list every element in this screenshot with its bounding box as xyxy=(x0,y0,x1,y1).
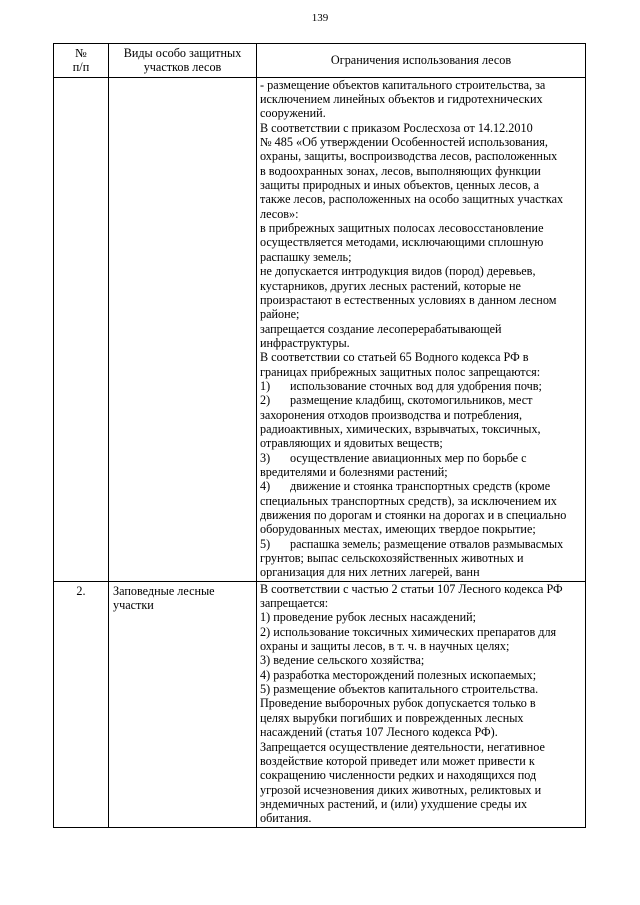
water-code-item-line xyxy=(260,479,582,493)
cell-restrictions-continuation xyxy=(257,77,586,581)
text-line: В соответствии с частью 2 статьи 107 Лесного кодекса РФ xyxy=(260,581,563,596)
water-code-item-line: грунтов; выпас сельскохозяйственных животных и xyxy=(260,551,524,566)
forest-area-type xyxy=(109,581,257,827)
header-type-line: Виды особо защитных xyxy=(123,46,242,60)
water-code-item xyxy=(260,479,582,536)
text-line: районе; xyxy=(260,307,300,322)
text-line: целях вырубки погибших и поврежденных лесных xyxy=(260,710,524,725)
cell-restrictions-row-2 xyxy=(257,581,586,827)
text-line: инфраструктуры. xyxy=(260,335,350,350)
text-line: обитания. xyxy=(260,811,312,826)
text-line: лесов»: xyxy=(260,206,299,221)
row-2-text xyxy=(260,582,582,826)
water-code-list xyxy=(260,379,582,580)
water-code-item-line: организация для них летних лагерей, ванн xyxy=(260,565,480,580)
header-num xyxy=(54,44,109,78)
text-line: 2) использование токсичных химических препаратов для xyxy=(260,624,557,639)
text-line: границах прибрежных защитных полос запрещаются: xyxy=(260,364,541,379)
header-restrictions: Ограничения использования лесов xyxy=(257,44,586,78)
item-text: движение и стоянка транспортных средств (кроме xyxy=(290,479,551,494)
text-line: распашку земель; xyxy=(260,249,352,264)
page-number: 139 xyxy=(311,12,329,24)
text-line: сооружений. xyxy=(260,106,326,121)
forest-area-type-line: Заповедные лесные xyxy=(113,583,215,598)
item-number: 1) xyxy=(260,378,271,393)
text-line: в прибрежных защитных полосах лесовосстановление xyxy=(260,221,544,236)
text-line: В соответствии с приказом Рослесхоза от 14.12.2010 xyxy=(260,120,533,135)
text-line: в водоохранных зонах, лесов, выполняющих функции xyxy=(260,163,541,178)
text-line: запрещается создание лесоперерабатывающей xyxy=(260,321,502,336)
water-code-item-line xyxy=(260,537,582,551)
water-code-item xyxy=(260,537,582,580)
water-code-item-line xyxy=(260,451,582,465)
header-num-line: № xyxy=(75,46,87,60)
text-line: исключением линейных объектов и гидротехнических xyxy=(260,92,543,107)
text-line: Проведение выборочных рубок допускается только в xyxy=(260,696,536,711)
restrictions-table xyxy=(53,43,586,828)
text-line: не допускается интродукция видов (пород) деревьев, xyxy=(260,264,536,279)
item-text: размещение кладбищ, скотомогильников, мест xyxy=(290,393,533,408)
water-code-item-line: отравляющих и ядовитых веществ; xyxy=(260,436,443,451)
water-code-item xyxy=(260,379,582,393)
text-line: произрастают в естественных условиях в данном лесном xyxy=(260,292,557,307)
water-code-item-line xyxy=(260,393,582,407)
text-line: В соответствии со статьей 65 Водного кодекса РФ в xyxy=(260,350,529,365)
forest-area-type-line: участки xyxy=(113,598,154,613)
cell-type-empty xyxy=(109,77,257,581)
text-line: сокращению численности редких и находящихся под xyxy=(260,768,537,783)
row-number: 2. xyxy=(54,581,109,827)
header-type-line: участков лесов xyxy=(143,60,222,75)
cell-num-empty xyxy=(54,77,109,581)
item-number: 5) xyxy=(260,536,271,551)
text-line: 4) разработка месторождений полезных ископаемых; xyxy=(260,667,537,682)
item-number: 2) xyxy=(260,393,271,408)
text-line: кустарников, других лесных растений, которые не xyxy=(260,278,521,293)
water-code-item-line: движения по дорогам и стоянки на дорогах и в специально xyxy=(260,508,567,522)
item-text: использование сточных вод для удобрения почв; xyxy=(290,378,542,393)
water-code-item-line: радиоактивных, химических, взрывчатых, токсичных, xyxy=(260,421,541,436)
water-code-item-line: оборудованных местах, имеющих твердое покрытие; xyxy=(260,522,536,537)
text-line: защиты природных и иных объектов, ценных лесов, а xyxy=(260,178,540,193)
continuation-text xyxy=(260,78,582,379)
water-code-item-line xyxy=(260,379,582,393)
table-row-2 xyxy=(54,581,586,827)
water-code-item xyxy=(260,393,582,450)
header-type xyxy=(109,44,257,78)
text-line: Запрещается осуществление деятельности, негативное xyxy=(260,739,545,754)
text-line: 3) ведение сельского хозяйства; xyxy=(260,653,425,668)
text-line: охраны и защиты лесов, в т. ч. в научных целях; xyxy=(260,639,510,654)
water-code-item-line: захоронения отходов производства и потребления, xyxy=(260,407,523,422)
table-header-row xyxy=(54,44,586,78)
water-code-item xyxy=(260,451,582,480)
text-line: осуществляется методами, исключающими сплошную xyxy=(260,235,544,250)
item-text: распашка земель; размещение отвалов размывасмых xyxy=(290,536,564,551)
text-line: запрещается: xyxy=(260,596,329,611)
text-line: № 485 «Об утверждении Особенностей использования, xyxy=(260,135,548,150)
item-number: 4) xyxy=(260,479,271,494)
text-line: 5) размещение объектов капитального строительства. xyxy=(260,682,539,697)
header-num-line: п/п xyxy=(72,60,90,75)
text-line: также лесов, расположенных на особо защитных участках xyxy=(260,192,564,207)
text-line: воздействие которой приведет или может привести к xyxy=(260,753,535,768)
text-line: 1) проведение рубок лесных насаждений; xyxy=(260,610,477,625)
table-row-continuation xyxy=(54,77,586,581)
text-line: угрозой исчезновения диких животных, реликтовых и xyxy=(260,782,542,797)
text-line: эндемичных растений, и (или) ухудшение среды их xyxy=(260,796,528,811)
water-code-item-line: специальных транспортных средств), за исключением их xyxy=(260,493,557,508)
text-line: охраны, защиты, воспроизводства лесов, расположенных xyxy=(260,149,558,164)
water-code-item-line: вредителями и болезнями растений; xyxy=(260,464,448,479)
item-number: 3) xyxy=(260,450,271,465)
text-line: - размещение объектов капитального строительства, за xyxy=(260,77,546,92)
item-text: осуществление авиационных мер по борьбе с xyxy=(290,450,527,465)
text-line: насаждений (статья 107 Лесного кодекса РФ). xyxy=(260,725,498,740)
